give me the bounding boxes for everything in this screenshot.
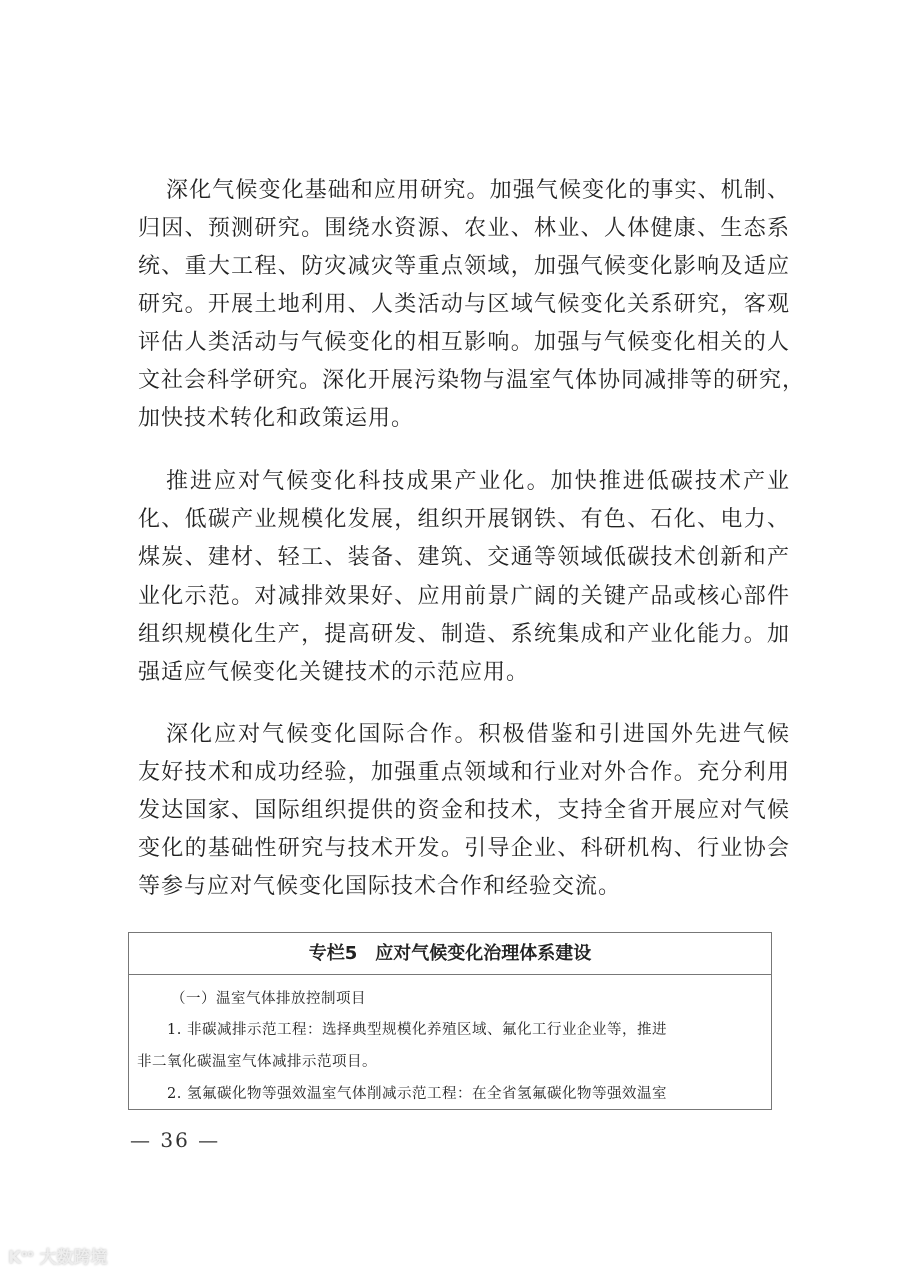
text-line: 煤炭、建材、轻工、装备、建筑、交通等领域低碳技术创新和产 bbox=[138, 545, 790, 570]
text-line: 友好技术和成功经验，加强重点领域和行业对外合作。充分利用 bbox=[138, 760, 790, 785]
box-line: 1. 非碳减排示范工程：选择典型规模化养殖区域、氟化工行业企业等，推进 bbox=[167, 1022, 667, 1038]
text-line: 强适应气候变化关键技术的示范应用。 bbox=[138, 660, 530, 685]
text-line: 文社会科学研究。深化开展污染物与温室气体协同减排等的研究， bbox=[138, 368, 806, 393]
text-line: 等参与应对气候变化国际技术合作和经验交流。 bbox=[138, 874, 622, 899]
text-line: 深化气候变化基础和应用研究。加强气候变化的事实、机制、 bbox=[166, 178, 790, 203]
page-number: — 36 — bbox=[130, 1128, 221, 1152]
text-line: 化、低碳产业规模化发展，组织开展钢铁、有色、石化、电力、 bbox=[138, 507, 790, 532]
text-line: 归因、预测研究。围绕水资源、农业、林业、人体健康、生态系 bbox=[138, 216, 790, 241]
text-line: 评估人类活动与气候变化的相互影响。加强与气候变化相关的人 bbox=[138, 330, 790, 355]
text-line: 研究。开展土地利用、人类活动与区域气候变化关系研究，客观 bbox=[138, 292, 790, 317]
text-line: 统、重大工程、防灾减灾等重点领域，加强气候变化影响及适应 bbox=[138, 254, 790, 279]
text-line: 加快技术转化和政策运用。 bbox=[138, 406, 415, 431]
text-line: 推进应对气候变化科技成果产业化。加快推进低碳技术产业 bbox=[166, 469, 790, 494]
text-line: 深化应对气候变化国际合作。积极借鉴和引进国外先进气候 bbox=[166, 722, 790, 747]
box-line: 2. 氢氟碳化物等强效温室气体削减示范工程：在全省氢氟碳化物等强效温室 bbox=[167, 1086, 667, 1102]
text-line: 发达国家、国际组织提供的资金和技术，支持全省开展应对气候 bbox=[138, 798, 790, 823]
column-box-title: 专栏5 应对气候变化治理体系建设 bbox=[129, 933, 771, 975]
box-line: （一）温室气体排放控制项目 bbox=[171, 991, 366, 1007]
text-line: 组织规模化生产，提高研发、制造、系统集成和产业化能力。加 bbox=[138, 622, 790, 647]
box-line: 非二氧化碳温室气体减排示范项目。 bbox=[137, 1054, 377, 1070]
text-line: 变化的基础性研究与技术开发。引导企业、科研机构、行业协会 bbox=[138, 836, 790, 861]
watermark-logo: $K^{oo}$ 大数跨境 bbox=[8, 1248, 108, 1268]
column-box bbox=[128, 932, 772, 1110]
text-line: 业化示范。对减排效果好、应用前景广阔的关键产品或核心部件 bbox=[138, 584, 790, 609]
